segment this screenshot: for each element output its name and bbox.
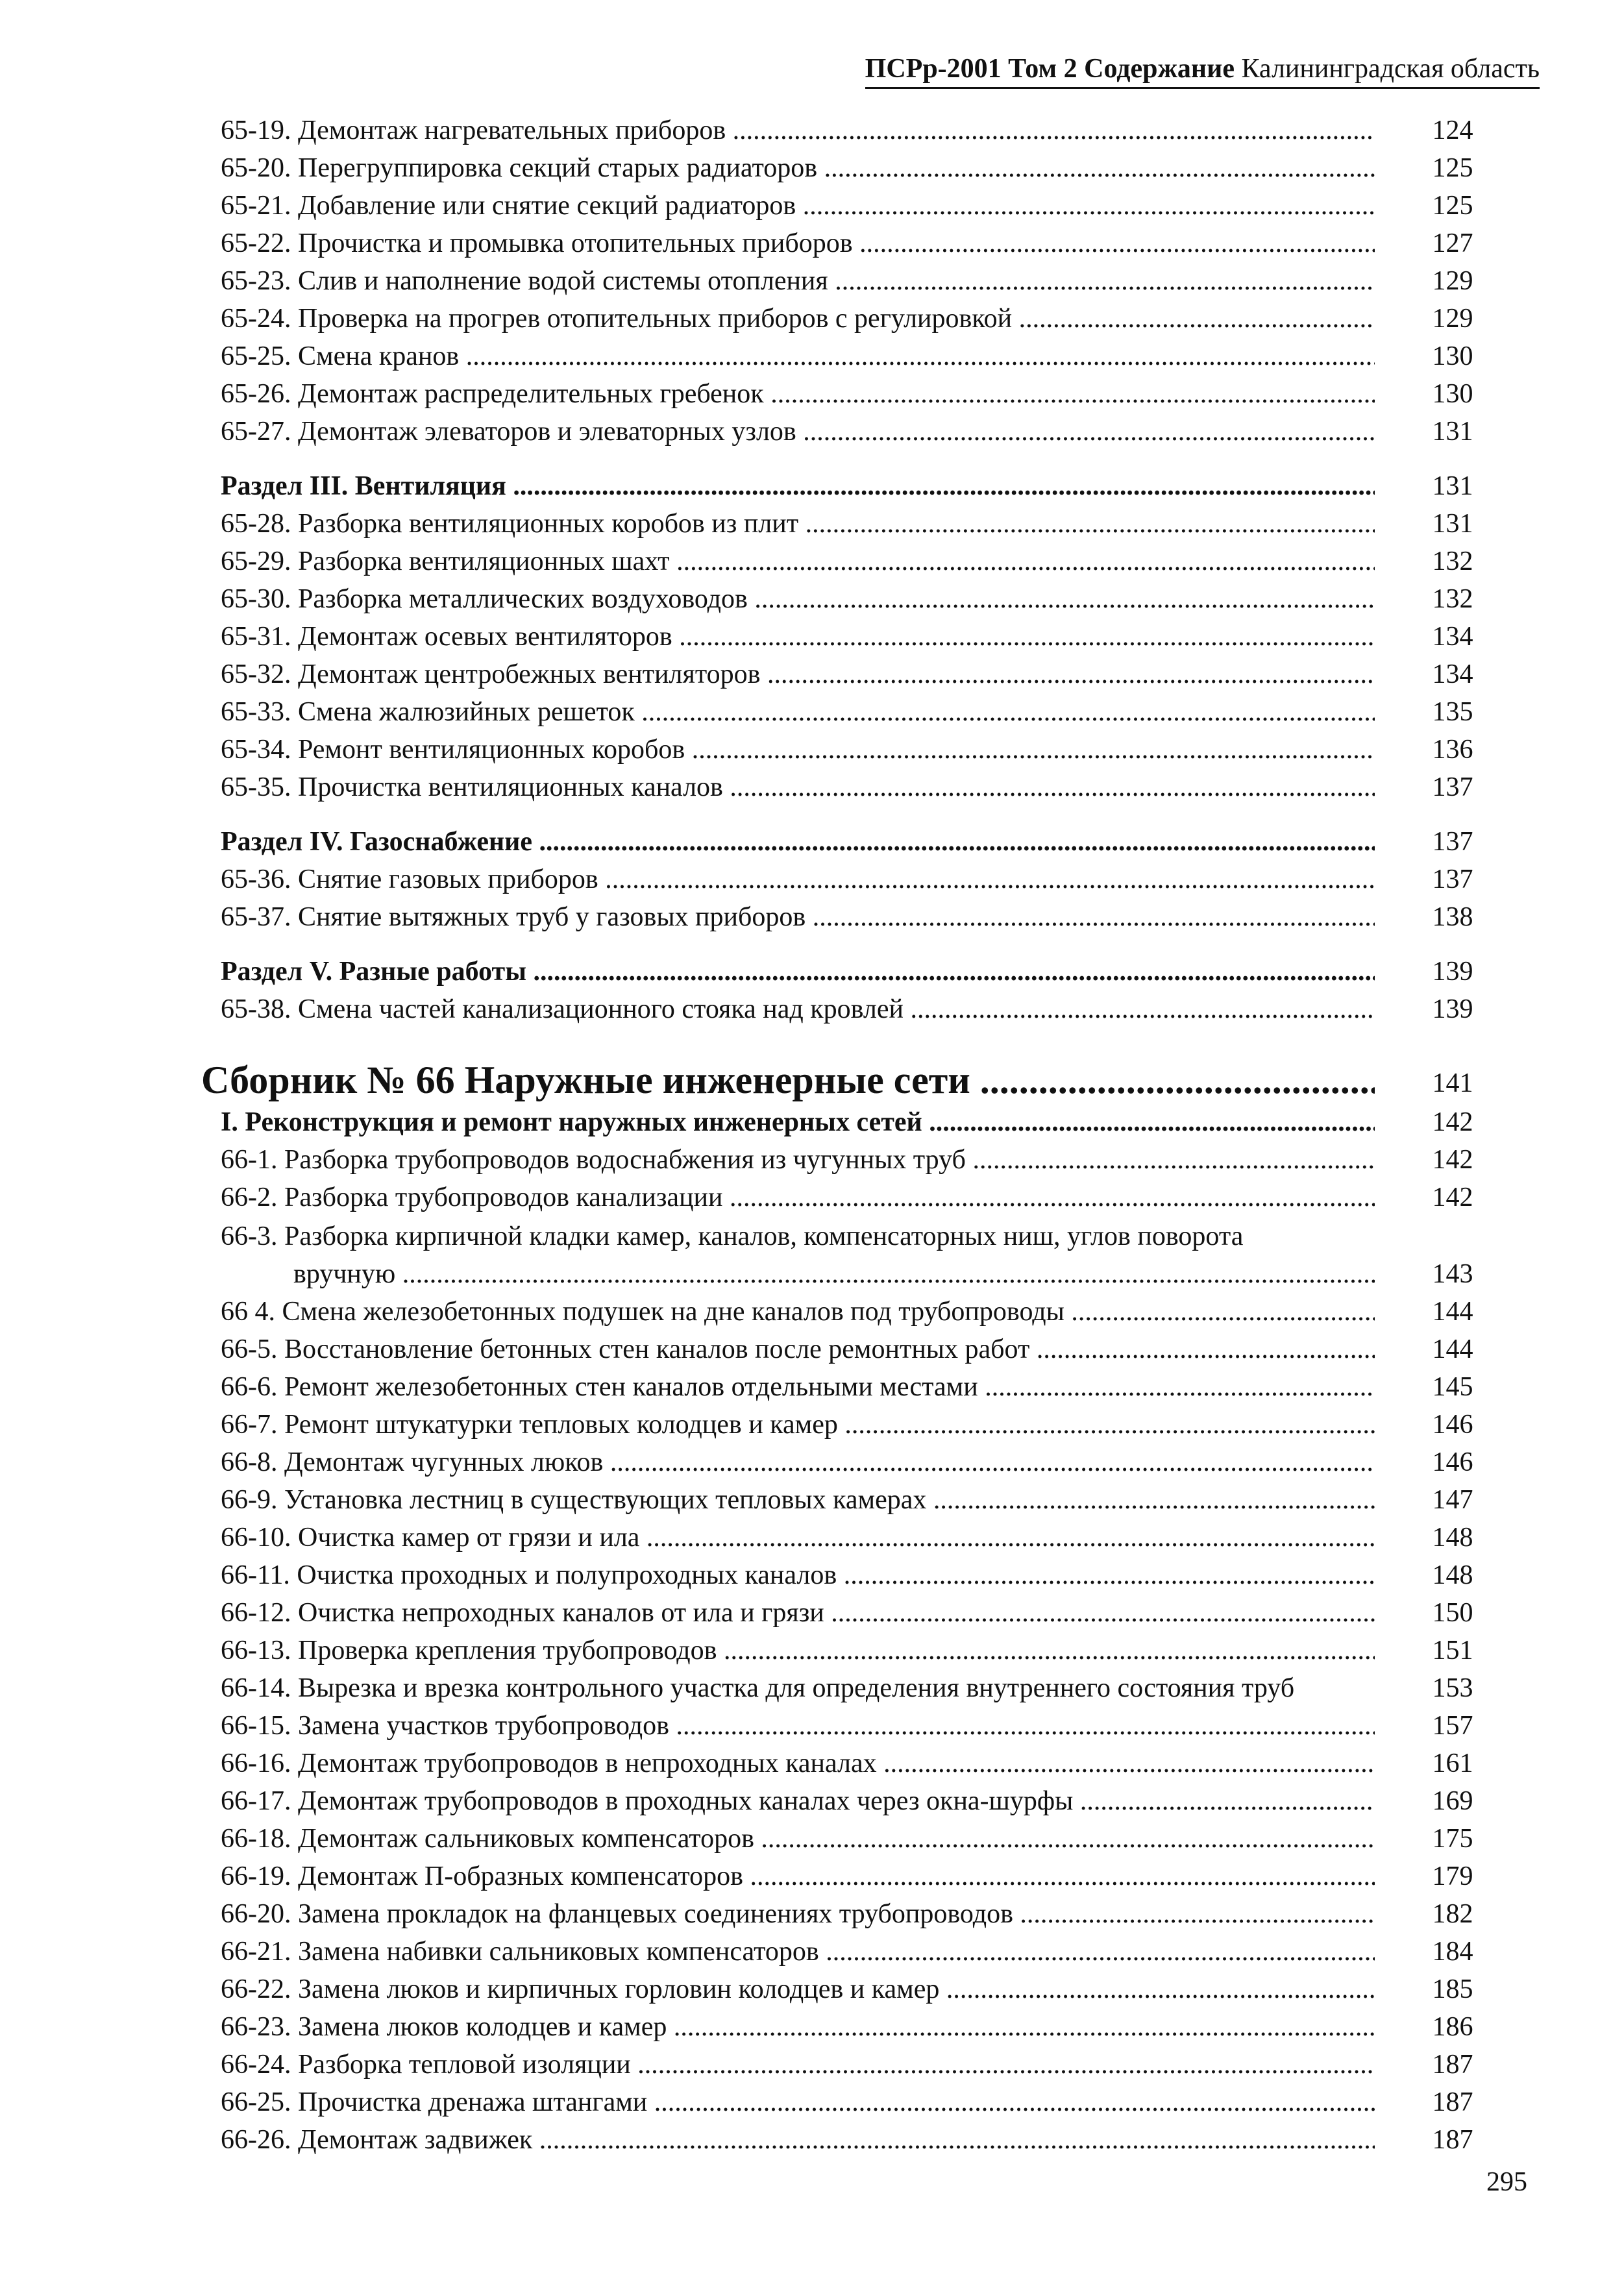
toc-row [0, 656, 1624, 693]
toc-entry-title: 66-18. Демонтаж сальниковых компенсаторов ..... [221, 1820, 1375, 1858]
toc-row [0, 1519, 1624, 1556]
toc-entry-title: 66-11. Очистка проходных и полупроходных каналов ..... [221, 1556, 1375, 1594]
toc-entry-title: I. Реконструкция и ремонт наружных инженерных сетей ..... [221, 1103, 1375, 1141]
toc-entry-page: 135 [1432, 697, 1473, 727]
toc-entry-title: Раздел IV. Газоснабжение ..... [221, 823, 1375, 861]
toc-entry-title: 66-25. Прочистка дренажа штангами ..... [221, 2083, 1375, 2121]
toc-row [0, 149, 1624, 187]
toc-entry-title: 65-34. Ремонт вентиляционных коробов ..... [221, 731, 1375, 768]
toc-entry-page: 125 [1432, 153, 1473, 183]
toc-entry-page: 139 [1432, 994, 1473, 1024]
toc-entry-page: 187 [1432, 2125, 1473, 2155]
toc-entry-page: 145 [1432, 1372, 1473, 1402]
toc-row [0, 768, 1624, 806]
toc-entry-title: 66-8. Демонтаж чугунных люков ..... [221, 1443, 1375, 1481]
toc-entry-title: Раздел III. Вентиляция ..... [221, 467, 1375, 505]
toc-row [0, 338, 1624, 375]
toc-entry-page: 124 [1432, 116, 1473, 145]
toc-row [0, 1406, 1624, 1443]
header-region: Калининградская область [1241, 54, 1540, 84]
toc-row [0, 1179, 1624, 1216]
toc-entry-page: 137 [1432, 865, 1473, 894]
toc-row [0, 1895, 1624, 1933]
toc-entry-page: 131 [1432, 417, 1473, 447]
toc-entry-page: 182 [1432, 1899, 1473, 1929]
toc-entry-page: 187 [1432, 2050, 1473, 2080]
toc-entry-title: 65-23. Слив и наполнение водой системы отопления ..... [221, 262, 1375, 300]
toc-entry-page: 146 [1432, 1447, 1473, 1477]
toc-entry-page: 131 [1432, 509, 1473, 539]
toc-entry-title: 66-22. Замена люков и кирпичных горловин колодцев и камер ..... [221, 1971, 1375, 2008]
toc-entry-title: 66 4. Смена железобетонных подушек на дне каналов под трубопроводы ..... [221, 1293, 1375, 1331]
toc-entry-title: 66-9. Установка лестниц в существующих тепловых камерах ..... [221, 1481, 1375, 1519]
toc-row [0, 1293, 1624, 1331]
toc-entry-page: 169 [1432, 1786, 1473, 1816]
toc-entry-page: 157 [1432, 1711, 1473, 1741]
toc-entry-title: 66-17. Демонтаж трубопроводов в проходных каналах через окна-шурфы ..... [221, 1782, 1375, 1820]
toc-entry-title: 66-19. Демонтаж П-образных компенсаторов ..... [221, 1858, 1375, 1895]
toc-entry-title: 66-15. Замена участков трубопроводов ..... [221, 1707, 1375, 1745]
toc-entry-page: 146 [1432, 1410, 1473, 1440]
toc-entry-page: 144 [1432, 1297, 1473, 1327]
toc-row [0, 2083, 1624, 2121]
toc-entry-title: 66-2. Разборка трубопроводов канализации ..... [221, 1179, 1375, 1216]
toc-entry-page: 175 [1432, 1824, 1473, 1854]
toc-row [0, 2121, 1624, 2159]
toc-row [0, 1632, 1624, 1669]
toc-entry-title: 65-38. Смена частей канализационного стояка над кровлей ..... [221, 990, 1375, 1028]
toc-entry-title: 65-27. Демонтаж элеваторов и элеваторных узлов ..... [221, 413, 1375, 450]
toc-row [0, 1782, 1624, 1820]
toc-entry-page: 129 [1432, 304, 1473, 334]
toc-row [0, 1218, 1624, 1255]
toc-entry-title: 65-24. Проверка на прогрев отопительных приборов с регулировкой ..... [221, 300, 1375, 338]
toc-entry-title: 65-35. Прочистка вентиляционных каналов ..... [221, 768, 1375, 806]
toc-row [0, 1059, 1624, 1102]
toc-entry-title: 65-33. Смена жалюзийных решеток ..... [221, 693, 1375, 731]
toc-row [0, 1103, 1624, 1141]
toc-entry-title: 66-23. Замена люков колодцев и камер ..... [221, 2008, 1375, 2046]
toc-entry-page: 185 [1432, 1974, 1473, 2004]
toc-row [0, 2046, 1624, 2083]
toc-row [0, 262, 1624, 300]
toc-row [0, 467, 1624, 505]
toc-entry-page: 134 [1432, 622, 1473, 652]
toc-entry-title: 66-7. Ремонт штукатурки тепловых колодцев и камер ..... [221, 1406, 1375, 1443]
toc-row [0, 1556, 1624, 1594]
toc-entry-title: 65-36. Снятие газовых приборов ..... [221, 861, 1375, 898]
toc-row [0, 1331, 1624, 1368]
toc-entry-page: 139 [1432, 957, 1473, 987]
toc-entry-title: 66-24. Разборка тепловой изоляции ..... [221, 2046, 1375, 2083]
toc-entry-title: 65-32. Демонтаж центробежных вентиляторов ..... [221, 656, 1375, 693]
toc-entry-title: 66-13. Проверка крепления трубопроводов ..... [221, 1632, 1375, 1669]
toc-entry-title: 66-26. Демонтаж задвижек ..... [221, 2121, 1375, 2159]
toc-entry-title: 66-16. Демонтаж трубопроводов в непроходных каналах ..... [221, 1745, 1375, 1782]
toc-entry-page: 153 [1432, 1673, 1473, 1703]
toc-row [0, 1481, 1624, 1519]
toc-entry-page: 138 [1432, 902, 1473, 932]
toc-entry-page: 125 [1432, 191, 1473, 221]
toc-row [0, 898, 1624, 936]
toc-entry-title: Сборник № 66 Наружные инженерные сети ..... [201, 1055, 1375, 1105]
toc-entry-title: 65-29. Разборка вентиляционных шахт ..... [221, 543, 1375, 580]
toc-entry-title: 65-28. Разборка вентиляционных коробов из плит ..... [221, 505, 1375, 543]
toc-entry-page: 147 [1432, 1485, 1473, 1515]
toc-row [0, 731, 1624, 768]
toc-entry-title: 65-22. Прочистка и промывка отопительных приборов ..... [221, 225, 1375, 262]
toc-entry-page: 144 [1432, 1334, 1473, 1364]
toc-row [0, 823, 1624, 861]
toc-entry-page: 132 [1432, 546, 1473, 576]
toc-row [0, 1141, 1624, 1179]
toc-row [0, 1971, 1624, 2008]
toc-entry-page: 130 [1432, 379, 1473, 409]
toc-row [0, 375, 1624, 413]
toc-entry-page: 143 [1432, 1259, 1473, 1289]
toc-row [0, 1858, 1624, 1895]
toc-row [0, 861, 1624, 898]
toc-entry-page: 142 [1432, 1145, 1473, 1175]
toc-row [0, 1707, 1624, 1745]
toc-entry-title: 65-19. Демонтаж нагревательных приборов ..... [221, 112, 1375, 149]
toc-entry-page: 132 [1432, 584, 1473, 614]
toc-row [0, 187, 1624, 225]
toc-entry-page: 137 [1432, 772, 1473, 802]
toc-row [0, 300, 1624, 338]
toc-entry-page: 142 [1432, 1183, 1473, 1212]
toc-entry-title: 65-31. Демонтаж осевых вентиляторов ..... [221, 618, 1375, 656]
toc-entry-page: 130 [1432, 341, 1473, 371]
toc-entry-title: 66-3. Разборка кирпичной кладки камер, каналов, компенсаторных ниш, углов поворота [221, 1222, 1244, 1251]
toc-row [0, 1255, 1624, 1293]
toc-entry-title: 65-20. Перегруппировка секций старых радиаторов ..... [221, 149, 1375, 187]
toc-entry-title: 66-14. Вырезка и врезка контрольного участка для определения внутреннего состояния труб [221, 1673, 1295, 1703]
toc-entry-title: 65-25. Смена кранов ..... [221, 338, 1375, 375]
toc-row [0, 1669, 1624, 1707]
toc-entry-title: 65-30. Разборка металлических воздуховодов ..... [221, 580, 1375, 618]
toc-entry-title: 66-5. Восстановление бетонных стен каналов после ремонтных работ ..... [221, 1331, 1375, 1368]
toc-entry-page: 184 [1432, 1937, 1473, 1967]
toc-entry-title: 65-26. Демонтаж распределительных гребенок ..... [221, 375, 1375, 413]
toc-row [0, 1594, 1624, 1632]
toc-entry-title: Раздел V. Разные работы ..... [221, 953, 1375, 990]
toc-entry-page: 186 [1432, 2012, 1473, 2042]
toc-entry-page: 142 [1432, 1107, 1473, 1137]
toc-entry-page: 137 [1432, 827, 1473, 857]
toc-entry-title: вручную ..... [293, 1255, 1375, 1293]
toc-row [0, 413, 1624, 450]
toc-entry-page: 134 [1432, 659, 1473, 689]
toc-entry-title: 66-10. Очистка камер от грязи и ила ..... [221, 1519, 1375, 1556]
toc-row [0, 693, 1624, 731]
toc-row [0, 618, 1624, 656]
toc-row [0, 543, 1624, 580]
toc-entry-page: 150 [1432, 1598, 1473, 1628]
toc-row [0, 225, 1624, 262]
toc-entry-title: 66-20. Замена прокладок на фланцевых соединениях трубопроводов ..... [221, 1895, 1375, 1933]
toc-entry-page: 131 [1432, 471, 1473, 501]
toc-entry-title: 65-37. Снятие вытяжных труб у газовых приборов ..... [221, 898, 1375, 936]
toc-entry-title: 65-21. Добавление или снятие секций радиаторов ..... [221, 187, 1375, 225]
toc-row [0, 505, 1624, 543]
toc-row [0, 1443, 1624, 1481]
toc-entry-page: 151 [1432, 1636, 1473, 1665]
toc-entry-page: 141 [1432, 1068, 1473, 1098]
toc-row [0, 1933, 1624, 1971]
page-number: 295 [1486, 2167, 1527, 2197]
toc-entry-page: 127 [1432, 228, 1473, 258]
toc-entry-page: 179 [1432, 1861, 1473, 1891]
toc-entry-title: 66-1. Разборка трубопроводов водоснабжения из чугунных труб ..... [221, 1141, 1375, 1179]
toc-entry-page: 136 [1432, 735, 1473, 765]
toc-entry-title: 66-12. Очистка непроходных каналов от ила и грязи ..... [221, 1594, 1375, 1632]
toc-entry-page: 161 [1432, 1749, 1473, 1778]
toc-entry-page: 187 [1432, 2087, 1473, 2117]
toc-row [0, 953, 1624, 990]
toc-entry-page: 148 [1432, 1560, 1473, 1590]
toc-entry-title: 66-6. Ремонт железобетонных стен каналов отдельными местами ..... [221, 1368, 1375, 1406]
toc-entry-title: 66-21. Замена набивки сальниковых компенсаторов ..... [221, 1933, 1375, 1971]
toc-row [0, 1745, 1624, 1782]
toc-row [0, 990, 1624, 1028]
toc-row [0, 2008, 1624, 2046]
toc-entry-page: 148 [1432, 1523, 1473, 1553]
toc-row [0, 112, 1624, 149]
toc-entry-page: 129 [1432, 266, 1473, 296]
toc-row [0, 1820, 1624, 1858]
toc-row [0, 580, 1624, 618]
header-title: ПСРр-2001 Том 2 Содержание [865, 54, 1235, 84]
toc-row [0, 1368, 1624, 1406]
